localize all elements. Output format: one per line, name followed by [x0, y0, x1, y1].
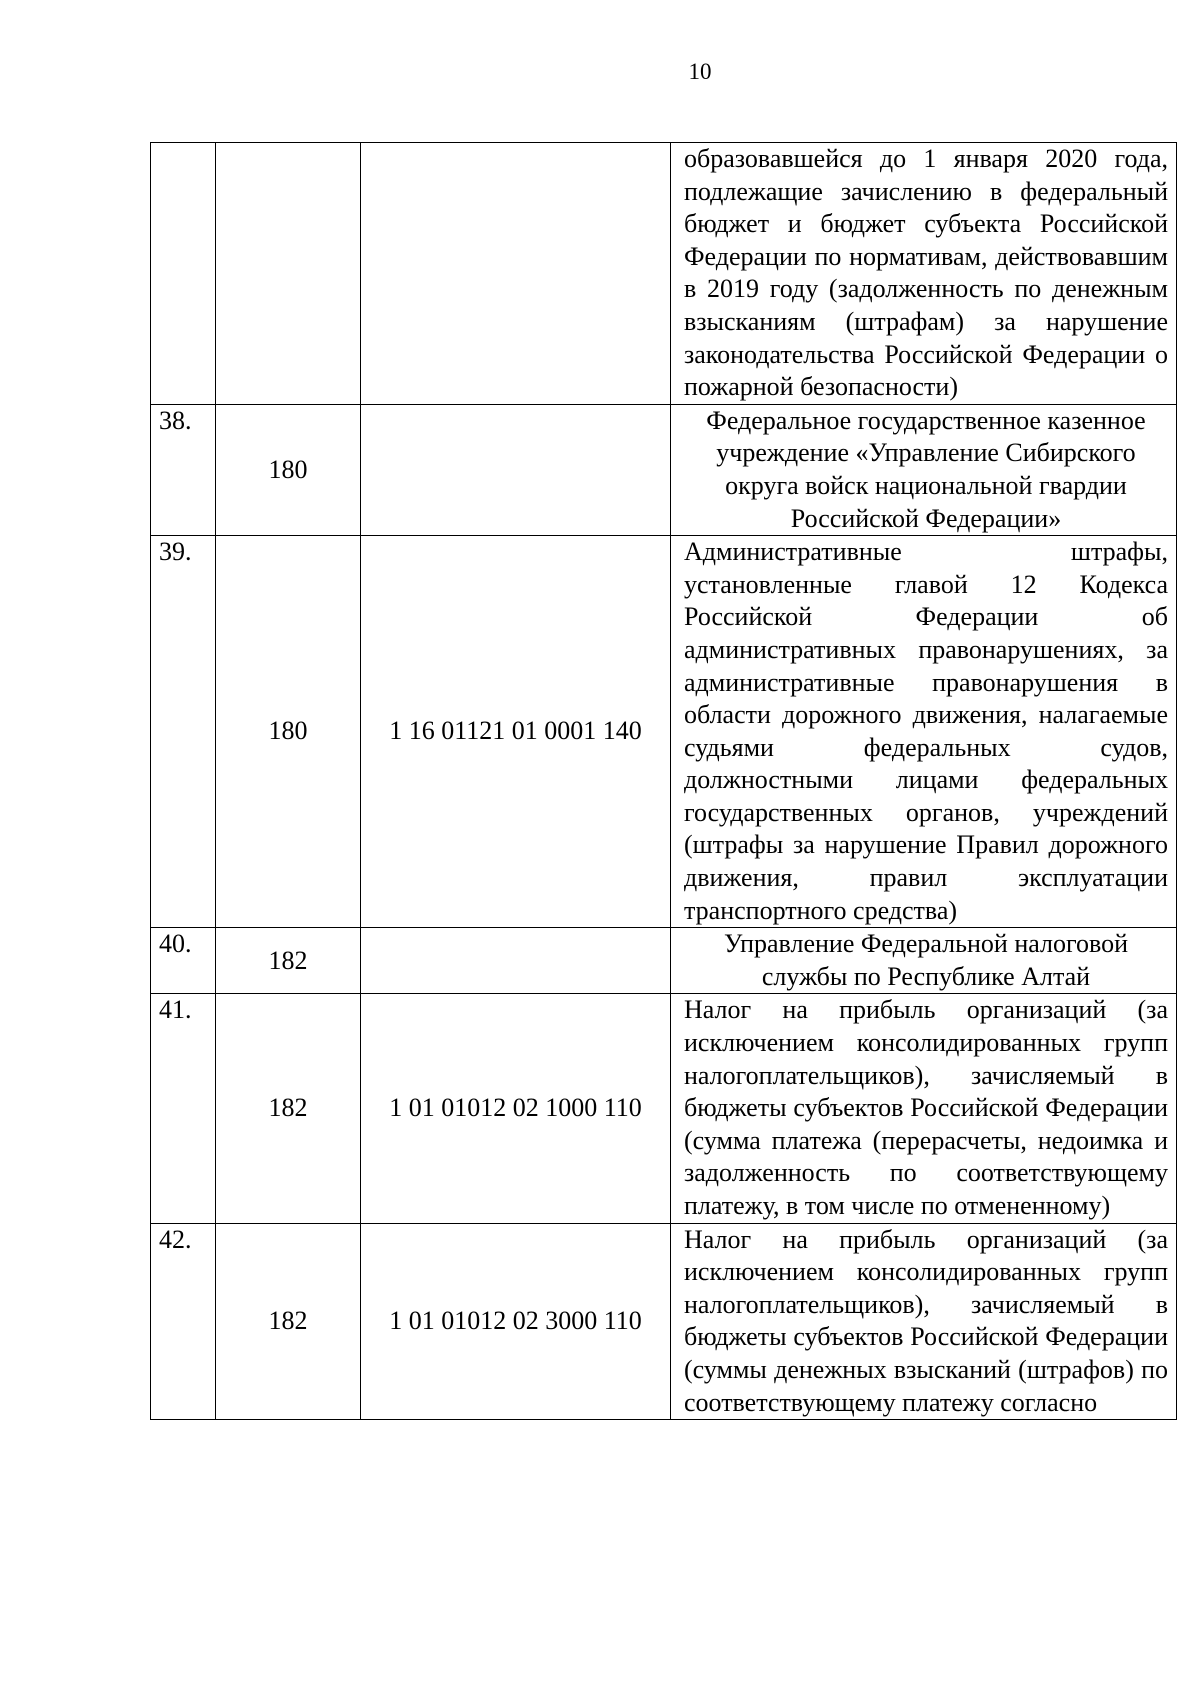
revenue-name-cell: Административные штрафы, установленные главой 12 Кодекса Российской Федерации об административных правонарушениях, за административные правонарушения в области дорожного движения, налагаемые судьями федеральных судов, должностными лицами федеральных государственных органов, учреждений (штрафы за нарушение Правил дорожного движения, правил эксплуатации транспортного средства): [671, 536, 1177, 928]
kbk-code-cell: [361, 143, 671, 405]
admin-code-cell: [216, 143, 361, 405]
admin-code-cell: 180: [216, 404, 361, 535]
admin-code-cell: 180: [216, 536, 361, 928]
page-number: 10: [688, 59, 712, 84]
table-row: [151, 1223, 1177, 1420]
kbk-code-cell: 1 16 01121 01 0001 140: [361, 536, 671, 928]
kbk-code-cell: 1 01 01012 02 1000 110: [361, 994, 671, 1223]
admin-code-cell: 182: [216, 1223, 361, 1420]
kbk-code-cell: [361, 928, 671, 994]
row-number-cell: 39.: [151, 536, 216, 928]
revenue-administrators-table: [150, 142, 1177, 1420]
table-row: [151, 143, 1177, 405]
kbk-code-cell: [361, 404, 671, 535]
table-row: [151, 404, 1177, 535]
row-number-cell: 42.: [151, 1223, 216, 1420]
row-number-cell: [151, 143, 216, 405]
kbk-code-cell: 1 01 01012 02 3000 110: [361, 1223, 671, 1420]
table-row: [151, 928, 1177, 994]
revenue-name-cell: Налог на прибыль организаций (за исключением консолидированных групп налогоплательщиков), зачисляемый в бюджеты субъектов Российской Федерации (суммы денежных взысканий (штрафов) по соответствующему платежу согласно: [671, 1223, 1177, 1420]
row-number-cell: 40.: [151, 928, 216, 994]
row-number-cell: 41.: [151, 994, 216, 1223]
revenue-name-cell: Налог на прибыль организаций (за исключением консолидированных групп налогоплательщиков), зачисляемый в бюджеты субъектов Российской Федерации (сумма платежа (перерасчеты, недоимка и задолженность по соответствующему платежу, в том числе по отмененному): [671, 994, 1177, 1223]
revenue-name-cell: образовавшейся до 1 января 2020 года, подлежащие зачислению в федеральный бюджет и бюджет субъекта Российской Федерации по нормативам, действовавшим в 2019 году (задолженность по денежным взысканиям (штрафам) за нарушение законодательства Российской Федерации о пожарной безопасности): [671, 143, 1177, 405]
administrator-name-cell: Федеральное государственное казенное учреждение «Управление Сибирского округа войск национальной гвардии Российской Федерации»: [671, 404, 1177, 535]
administrator-name-cell: Управление Федеральной налоговой службы по Республике Алтай: [671, 928, 1177, 994]
table-row: [151, 994, 1177, 1223]
admin-code-cell: 182: [216, 928, 361, 994]
table-row: [151, 536, 1177, 928]
admin-code-cell: 182: [216, 994, 361, 1223]
row-number-cell: 38.: [151, 404, 216, 535]
